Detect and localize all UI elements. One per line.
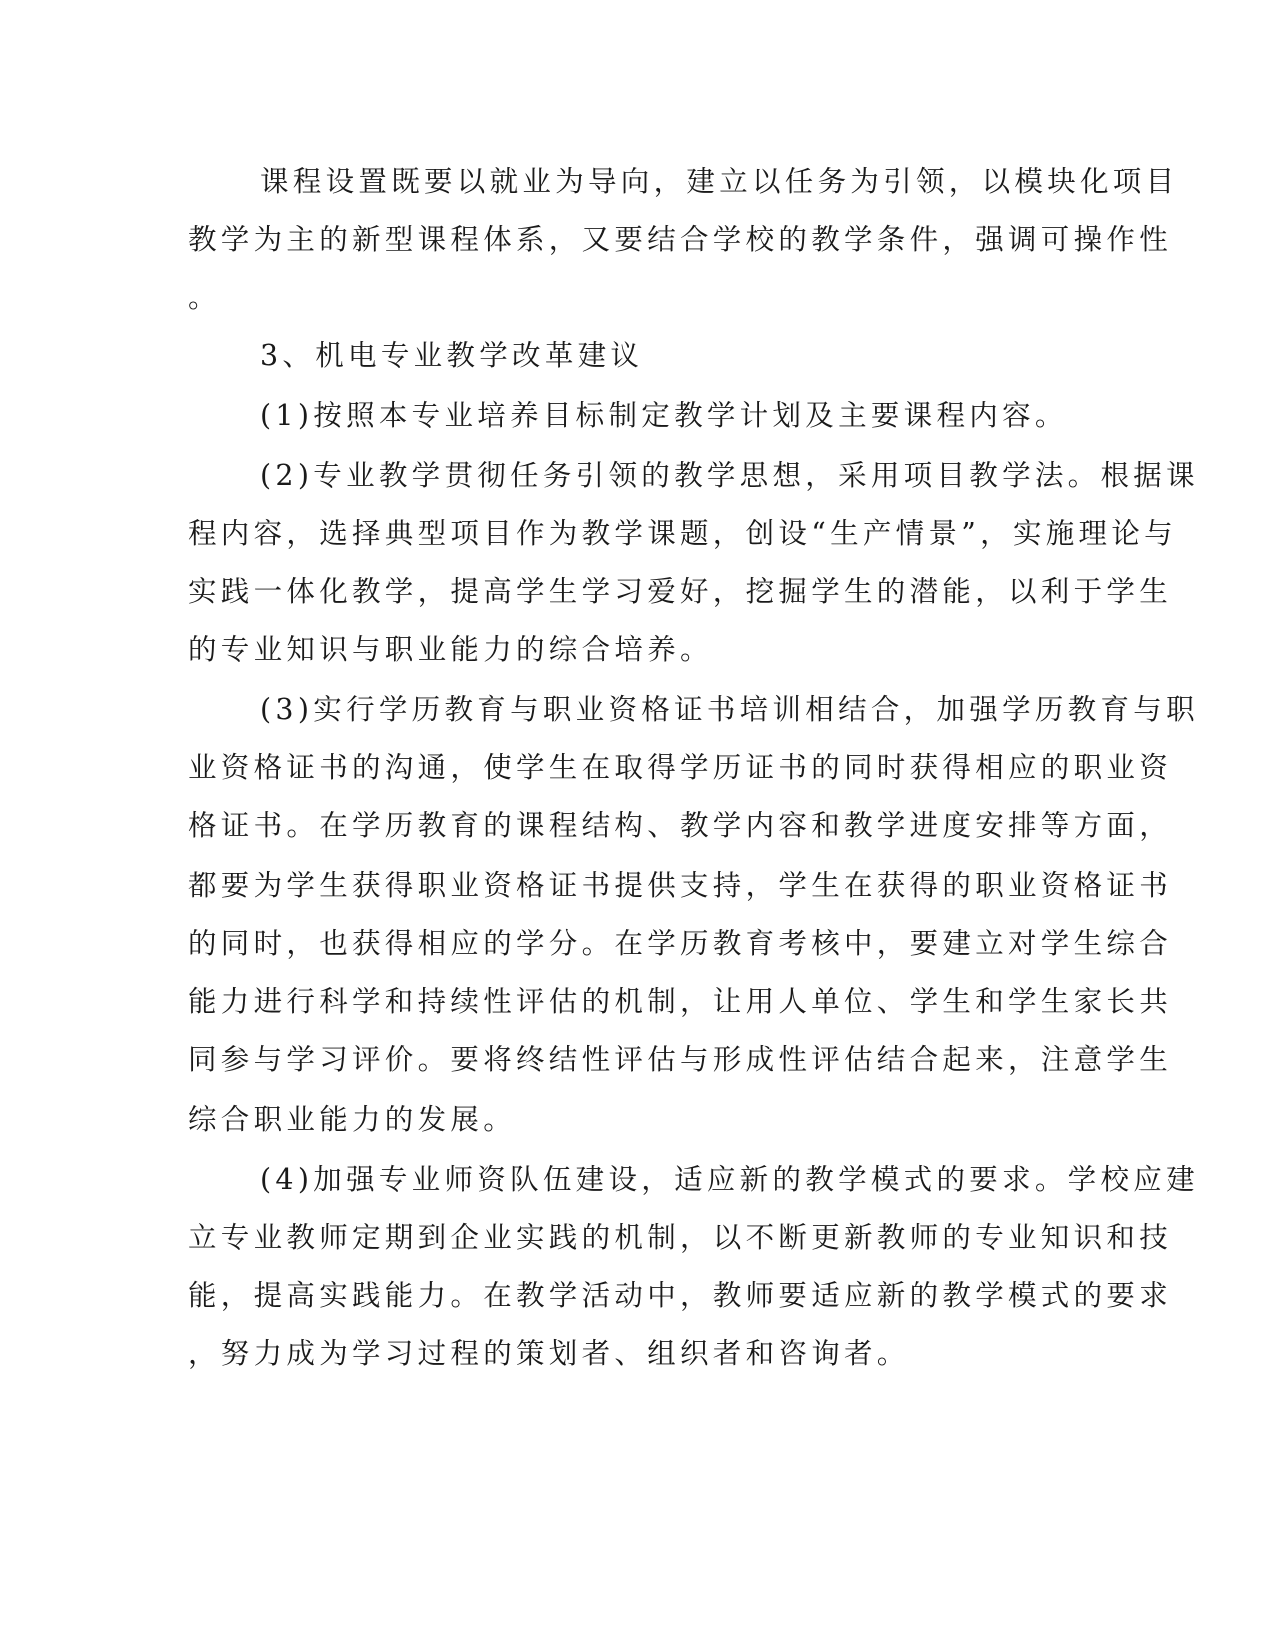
body-text-line: 能力进行科学和持续性评估的机制，让用人单位、学生和学生家长共 (188, 985, 1173, 1018)
body-text-line: ，努力成为学习过程的策划者、组织者和咨询者。 (188, 1337, 910, 1370)
body-text-line: 业资格证书的沟通，使学生在取得学历证书的同时获得相应的职业资 (188, 751, 1173, 784)
body-text-line: 教学为主的新型课程体系，又要结合学校的教学条件，强调可操作性 (188, 223, 1173, 256)
body-text-line: 的专业知识与职业能力的综合培养。 (188, 633, 713, 666)
body-text-line: (2)专业教学贯彻任务引领的教学思想，采用项目教学法。根据课 (260, 459, 1199, 492)
body-text-line: 的同时，也获得相应的学分。在学历教育考核中，要建立对学生综合 (188, 927, 1173, 960)
body-text-line: 同参与学习评价。要将终结性评估与形成性评估结合起来，注意学生 (188, 1043, 1173, 1076)
body-text-line: 程内容，选择典型项目作为教学课题，创设“生产情景”，实施理论与 (188, 517, 1177, 550)
body-text-line: 。 (188, 281, 221, 314)
body-text-line: 都要为学生获得职业资格证书提供支持，学生在获得的职业资格证书 (188, 869, 1173, 902)
body-text-line: 格证书。在学历教育的课程结构、教学内容和教学进度安排等方面， (188, 809, 1173, 842)
body-text-line: 能，提高实践能力。在教学活动中，教师要适应新的教学模式的要求 (188, 1279, 1173, 1312)
body-text-line: (4)加强专业师资队伍建设，适应新的教学模式的要求。学校应建 (260, 1163, 1199, 1196)
body-text-line: 综合职业能力的发展。 (188, 1103, 517, 1136)
body-text-line: 课程设置既要以就业为导向，建立以任务为引领，以模块化项目 (260, 165, 1179, 198)
body-text-line: 立专业教师定期到企业实践的机制，以不断更新教师的专业知识和技 (188, 1221, 1173, 1254)
body-text-line: (3)实行学历教育与职业资格证书培训相结合，加强学历教育与职 (260, 693, 1199, 726)
section-heading: 3、机电专业教学改革建议 (260, 339, 644, 372)
body-text-line: 实践一体化教学，提高学生学习爱好，挖掘学生的潜能，以利于学生 (188, 575, 1173, 608)
body-text-line: (1)按照本专业培养目标制定教学计划及主要课程内容。 (260, 399, 1068, 432)
